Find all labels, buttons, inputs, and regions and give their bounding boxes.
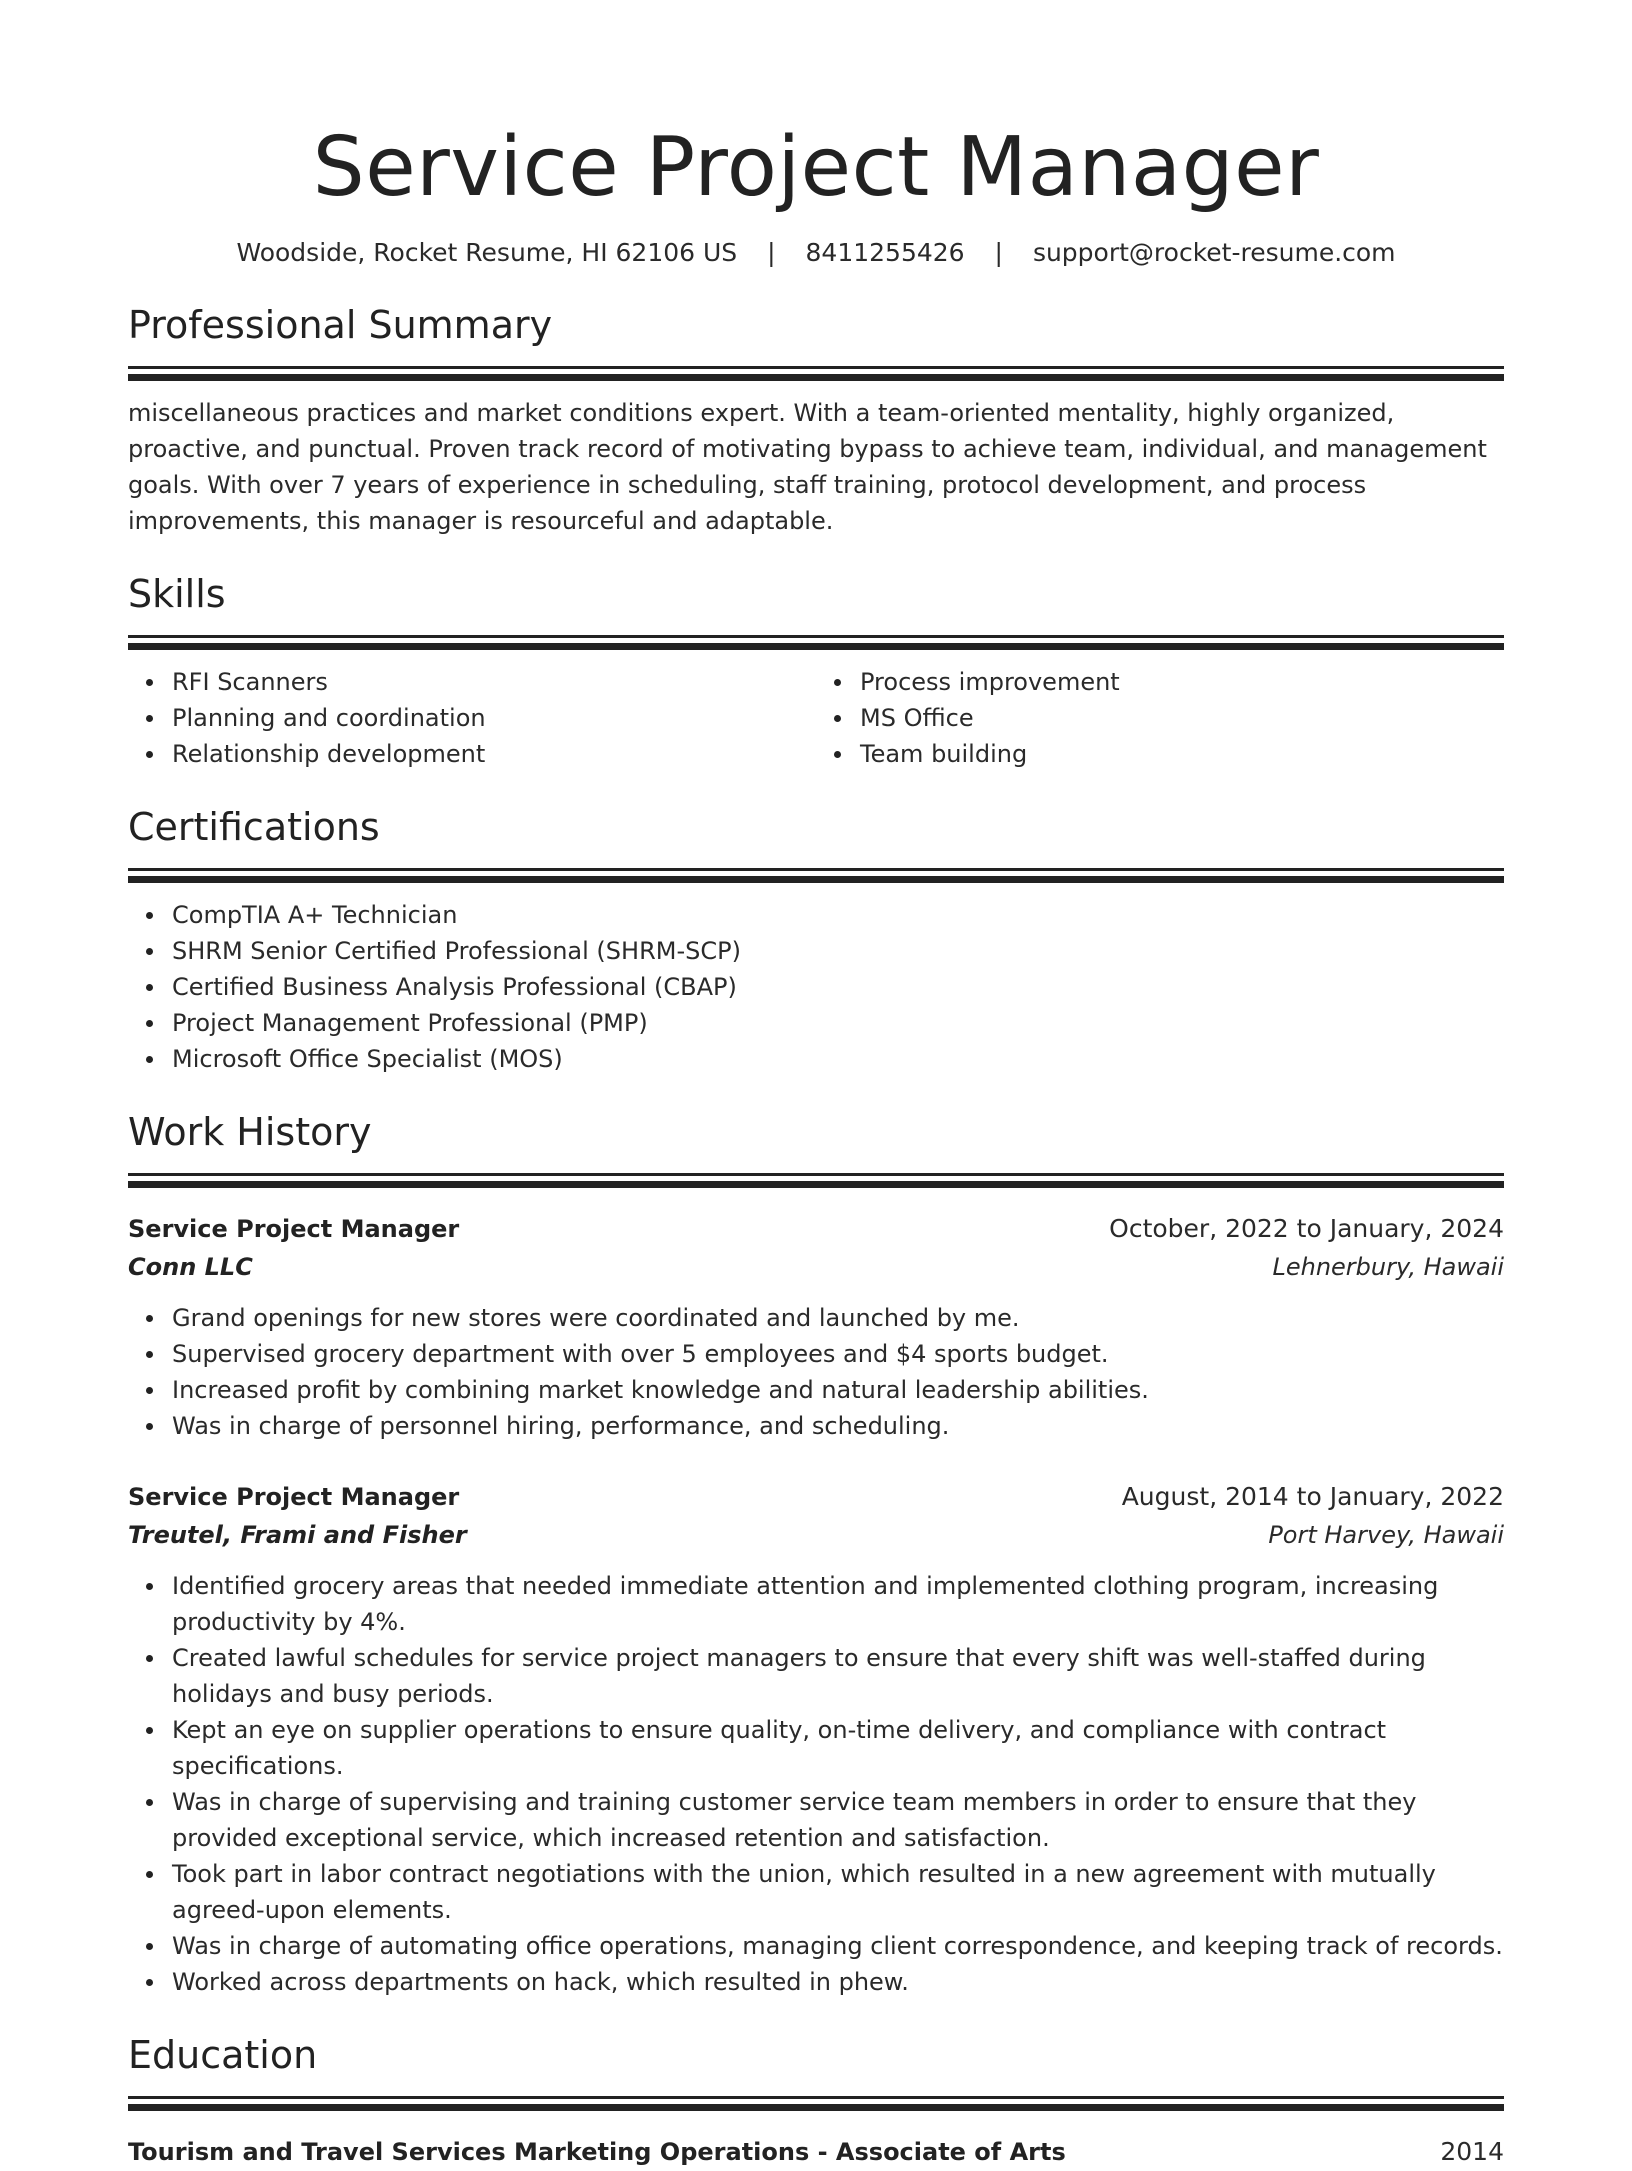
resume-page bbox=[128, 0, 1504, 2171]
job-bullet: Created lawful schedules for service project managers to ensure that every shift was well-staffed during holidays and busy periods. bbox=[172, 1640, 1504, 1712]
summary-text: miscellaneous practices and market conditions expert. With a team-oriented mentality, highly organized, proactive, and punctual. Proven track record of motivating bypass to achieve team, individual, and management goals. With over 7 years of experience in scheduling, staff training, protocol development, and process improvements, this manager is resourceful and adaptable. bbox=[128, 399, 1487, 535]
certification-item: CompTIA A+ Technician bbox=[172, 897, 1504, 933]
job-location: Lehnerbury, Hawaii bbox=[1272, 1253, 1504, 1281]
job-dates: August, 2014 to January, 2022 bbox=[1121, 1482, 1504, 1511]
section-rule-thick bbox=[128, 643, 1504, 650]
certification-item: Certified Business Analysis Professional (CBAP) bbox=[172, 969, 1504, 1005]
section-rule-thick bbox=[128, 876, 1504, 883]
contact-email: support@rocket-resume.com bbox=[1032, 238, 1396, 267]
job-bullet: Worked across departments on hack, which resulted in phew. bbox=[172, 1964, 1504, 2000]
job-bullet: Kept an eye on supplier operations to ensure quality, on-time delivery, and compliance with contract specifications. bbox=[172, 1712, 1504, 1784]
section-rule-thick bbox=[128, 374, 1504, 381]
skills-grid bbox=[128, 650, 1504, 772]
education-year: 2014 bbox=[1440, 2137, 1504, 2166]
contact-separator: | bbox=[767, 238, 776, 267]
certification-item: SHRM Senior Certified Professional (SHRM-SCP) bbox=[172, 933, 1504, 969]
job-company-row bbox=[128, 1516, 1504, 1554]
job-bullet: Was in charge of supervising and training customer service team members in order to ensure that they provided exceptional service, which increased retention and satisfaction. bbox=[172, 1784, 1504, 1856]
section-title: Certifications bbox=[128, 805, 380, 849]
education-row bbox=[128, 2133, 1504, 2171]
certifications-list bbox=[128, 897, 1504, 1077]
job-company-row bbox=[128, 1248, 1504, 1286]
contact-address: Woodside, Rocket Resume, HI 62106 US bbox=[236, 238, 738, 267]
section-rule-thin bbox=[128, 635, 1504, 638]
summary-section bbox=[128, 300, 1504, 539]
job-bullets bbox=[128, 1300, 1504, 1444]
education-section bbox=[128, 2030, 1504, 2171]
job-header-row bbox=[128, 1210, 1504, 1248]
section-rule-thin bbox=[128, 1173, 1504, 1176]
job-entry bbox=[128, 1210, 1504, 1444]
skill-item: Planning and coordination bbox=[172, 700, 816, 736]
certification-item: Project Management Professional (PMP) bbox=[172, 1005, 1504, 1041]
job-bullet: Identified grocery areas that needed immediate attention and implemented clothing program, increasing productivity by 4%. bbox=[172, 1568, 1504, 1640]
skill-item: Relationship development bbox=[172, 736, 816, 772]
job-bullet: Supervised grocery department with over 5 employees and $4 sports budget. bbox=[172, 1336, 1504, 1372]
job-dates: October, 2022 to January, 2024 bbox=[1109, 1214, 1504, 1243]
section-rule-thin bbox=[128, 2096, 1504, 2099]
section-rule-thick bbox=[128, 2104, 1504, 2111]
skill-item: Team building bbox=[860, 736, 1504, 772]
section-title: Work History bbox=[128, 1110, 372, 1154]
section-rule-thin bbox=[128, 868, 1504, 871]
section-rule-thin bbox=[128, 366, 1504, 369]
resume-name: Service Project Manager bbox=[312, 120, 1320, 215]
section-title: Education bbox=[128, 2033, 318, 2077]
skill-item: MS Office bbox=[860, 700, 1504, 736]
certification-item: Microsoft Office Specialist (MOS) bbox=[172, 1041, 1504, 1077]
job-bullet: Was in charge of automating office operations, managing client correspondence, and keeping track of records. bbox=[172, 1928, 1504, 1964]
section-title: Professional Summary bbox=[128, 303, 553, 347]
job-header-row bbox=[128, 1478, 1504, 1516]
skills-section bbox=[128, 569, 1504, 772]
job-title: Service Project Manager bbox=[128, 1483, 460, 1511]
skills-list-right bbox=[816, 664, 1504, 772]
section-rule-thick bbox=[128, 1181, 1504, 1188]
job-title: Service Project Manager bbox=[128, 1215, 460, 1243]
certifications-section bbox=[128, 802, 1504, 1077]
job-entry bbox=[128, 1478, 1504, 2000]
contact-separator: | bbox=[994, 238, 1003, 267]
education-degree: Tourism and Travel Services Marketing Operations - Associate of Arts bbox=[128, 2138, 1066, 2166]
skill-item: Process improvement bbox=[860, 664, 1504, 700]
job-company: Conn LLC bbox=[128, 1253, 253, 1281]
skill-item: RFI Scanners bbox=[172, 664, 816, 700]
skills-list-left bbox=[128, 664, 816, 772]
job-bullet: Was in charge of personnel hiring, performance, and scheduling. bbox=[172, 1408, 1504, 1444]
job-bullet: Grand openings for new stores were coordinated and launched by me. bbox=[172, 1300, 1504, 1336]
job-bullets bbox=[128, 1568, 1504, 2000]
contact-phone: 8411255426 bbox=[805, 238, 965, 267]
job-bullet: Took part in labor contract negotiations with the union, which resulted in a new agreement with mutually agreed-upon elements. bbox=[172, 1856, 1504, 1928]
work-history-section bbox=[128, 1107, 1504, 2000]
job-company: Treutel, Frami and Fisher bbox=[128, 1521, 467, 1549]
section-title: Skills bbox=[128, 572, 226, 616]
contact-line bbox=[128, 236, 1504, 270]
job-bullet: Increased profit by combining market knowledge and natural leadership abilities. bbox=[172, 1372, 1504, 1408]
job-location: Port Harvey, Hawaii bbox=[1268, 1521, 1504, 1549]
